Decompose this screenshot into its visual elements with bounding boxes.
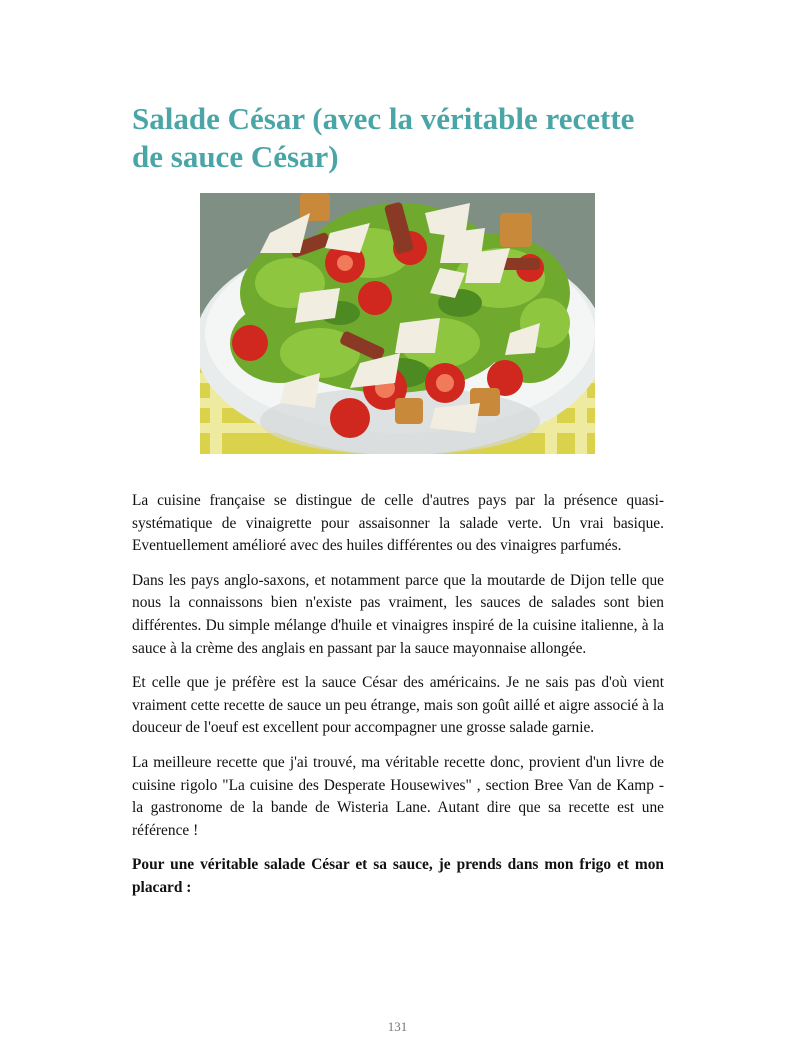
paragraph: Et celle que je préfère est la sauce César des américains. Je ne sais pas d'où vient vraiment cette recette de sauce un peu étrange, mais son goût aillé et aigre associé à la douceur de l'oeuf est excellent pour accompagner une grosse salade garnie. bbox=[132, 674, 664, 737]
ingredients-lead-in: Pour une véritable salade César et sa sauce, je prends dans mon frigo et mon placard : bbox=[132, 856, 664, 896]
salad-photo bbox=[200, 193, 595, 454]
article-body bbox=[132, 490, 664, 912]
page-number: 131 bbox=[387, 1019, 408, 1034]
paragraph: La meilleure recette que j'ai trouvé, ma véritable recette donc, provient d'un livre de cuisine rigolo "La cuisine des Desperate Housewives" , section Bree Van de Kamp - la gastronome de la bande de Wisteria Lane. Autant dire que sa recette est une référence ! bbox=[132, 753, 664, 839]
paragraph: La cuisine française se distingue de celle d'autres pays par la présence quasi-systématique de vinaigrette pour assaisonner la salade verte. Un vrai basique. Eventuellement amélioré avec des huiles différentes ou des vinaigres parfumés. bbox=[132, 492, 664, 555]
paragraph: Dans les pays anglo-saxons, et notamment parce que la moutarde de Dijon telle que nous la connaissons bien n'existe pas vraiment, les sauces de salades sont bien différentes. Du simple mélange d'huile et vinaigres inspiré de la cuisine italienne, à la sauce à la crème des anglais en passant par la sauce mayonnaise allongée. bbox=[132, 571, 664, 657]
recipe-title: Salade César (avec la véritable recette de sauce César) bbox=[132, 101, 635, 174]
